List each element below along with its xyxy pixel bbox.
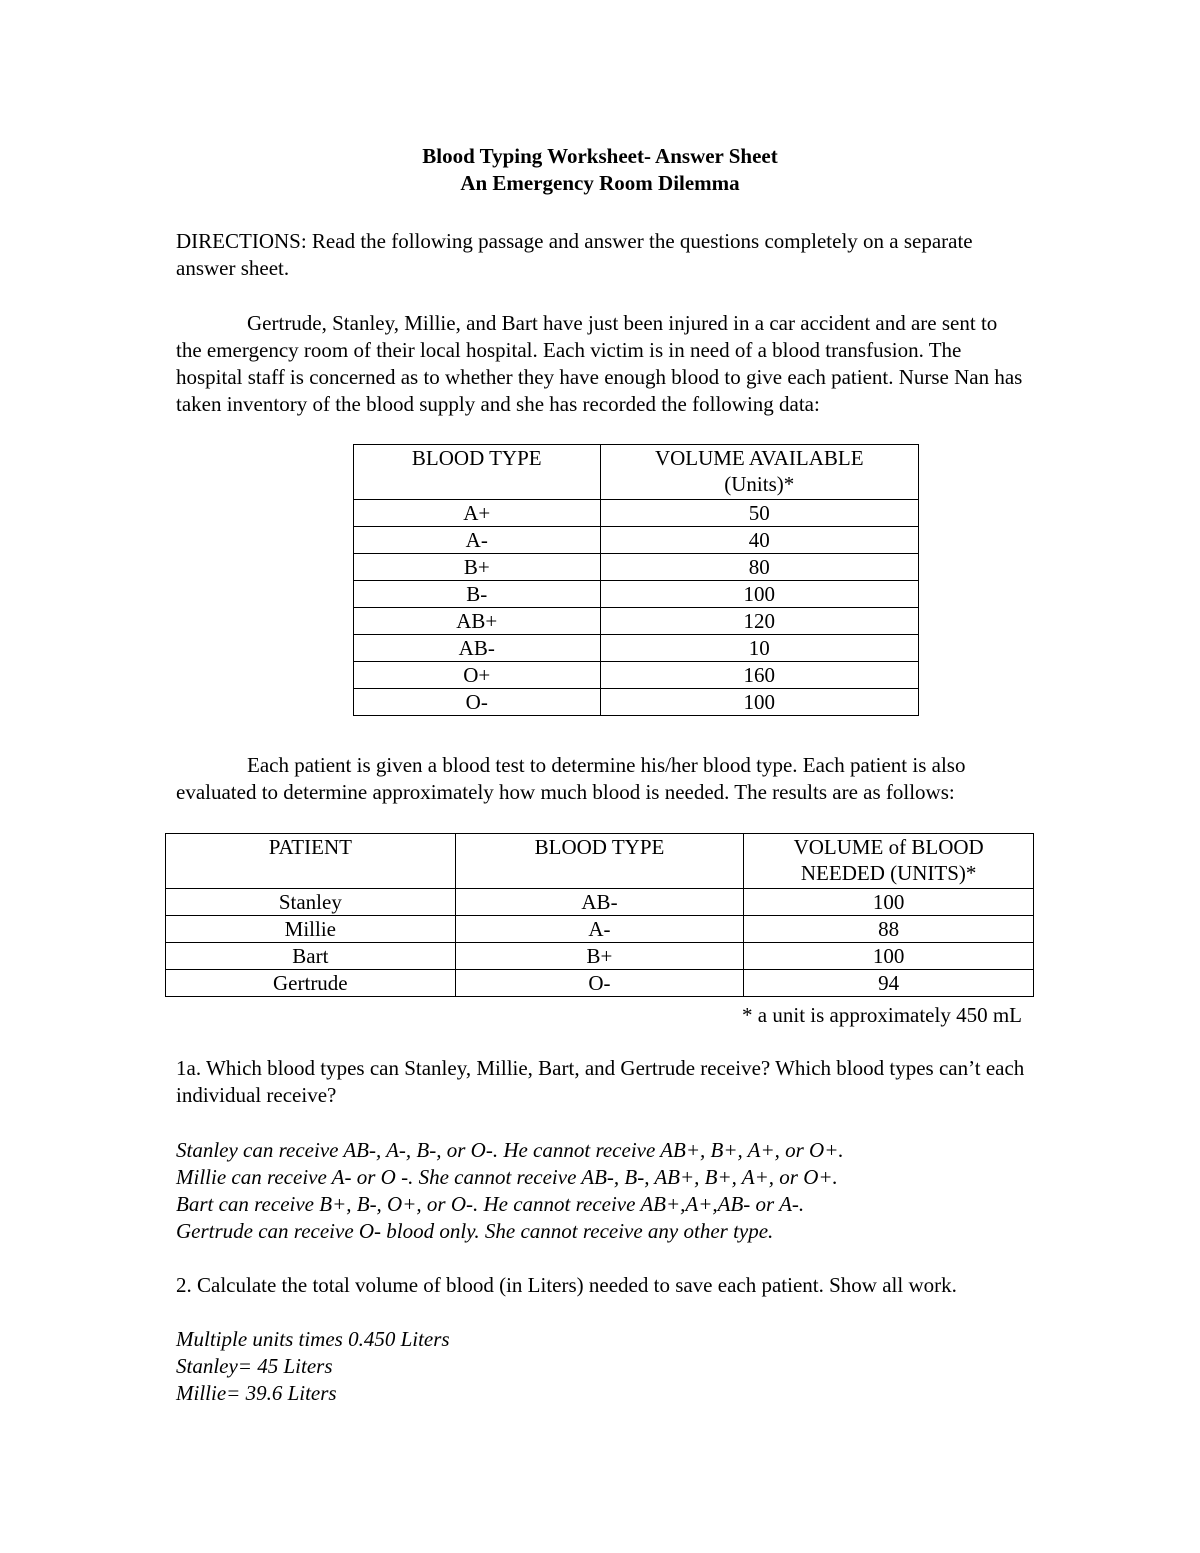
patient-volume-cell: 94: [744, 970, 1034, 997]
supply-volume-cell: 120: [600, 608, 918, 635]
supply-type-cell: A-: [354, 527, 601, 554]
supply-type-cell: B+: [354, 554, 601, 581]
table-row: [166, 943, 1034, 970]
supply-header-row: [354, 445, 919, 500]
patient-table: [165, 833, 1034, 997]
patient-name-cell: Stanley: [166, 889, 456, 916]
supply-header-volume-line-2: (Units)*: [724, 472, 795, 496]
table-row: [166, 916, 1034, 943]
answer-2-stanley: Stanley= 45 Liters: [176, 1354, 333, 1378]
supply-volume-cell: 80: [600, 554, 918, 581]
patient-header-volume-line-1: VOLUME of BLOOD: [793, 835, 984, 859]
patient-header-row: [166, 834, 1034, 889]
supply-type-cell: AB-: [354, 635, 601, 662]
answer-2: [176, 1326, 1026, 1407]
table-row: [354, 689, 919, 716]
answer-1a-stanley: Stanley can receive AB-, A-, B-, or O-. He cannot receive AB+, B+, A+, or O+.: [176, 1138, 844, 1162]
patient-name-cell: Gertrude: [166, 970, 456, 997]
patient-header-volume: [744, 834, 1034, 889]
supply-type-cell: B-: [354, 581, 601, 608]
answer-1a-millie: Millie can receive A- or O -. She cannot receive AB-, B-, AB+, B+, A+, or O+.: [176, 1165, 838, 1189]
intro-paragraph: Gertrude, Stanley, Millie, and Bart have just been injured in a car accident and are sent to the emergency room of their local hospital. Each victim is in need of a blood transfusion. The hospital staff is concerned as to whether they have enough blood to give each patient. Nurse Nan has taken inventory of the blood supply and she has recorded the following data:: [176, 311, 1023, 416]
title-line-1: Blood Typing Worksheet- Answer Sheet: [422, 144, 778, 168]
patient-type-cell: O-: [455, 970, 744, 997]
patient-volume-cell: 100: [744, 889, 1034, 916]
patient-name-cell: Bart: [166, 943, 456, 970]
supply-header-volume-line-1: VOLUME AVAILABLE: [654, 446, 864, 470]
supply-volume-cell: 10: [600, 635, 918, 662]
supply-volume-cell: 40: [600, 527, 918, 554]
answer-1a-gertrude: Gertrude can receive O- blood only. She cannot receive any other type.: [176, 1219, 774, 1243]
title-line-2: An Emergency Room Dilemma: [460, 171, 740, 195]
supply-type-cell: A+: [354, 500, 601, 527]
directions: DIRECTIONS: Read the following passage and answer the questions completely on a separate answer sheet.: [176, 229, 973, 280]
patient-header-name: PATIENT: [166, 834, 456, 889]
question-1a: 1a. Which blood types can Stanley, Millie, Bart, and Gertrude receive? Which blood types can’t each individual receive?: [176, 1056, 1025, 1107]
answer-2-millie: Millie= 39.6 Liters: [176, 1381, 337, 1405]
supply-type-cell: O-: [354, 689, 601, 716]
supply-volume-cell: 160: [600, 662, 918, 689]
patient-type-cell: A-: [455, 916, 744, 943]
patient-intro-paragraph: Each patient is given a blood test to determine his/her blood type. Each patient is also evaluated to determine approximately how much blood is needed. The results are as follows:: [176, 753, 966, 804]
table-row: [354, 635, 919, 662]
table-row: [354, 554, 919, 581]
supply-volume-cell: 50: [600, 500, 918, 527]
table-row: [354, 500, 919, 527]
patient-type-cell: AB-: [455, 889, 744, 916]
patient-type-cell: B+: [455, 943, 744, 970]
table-row: [166, 889, 1034, 916]
patient-volume-cell: 100: [744, 943, 1034, 970]
supply-type-cell: O+: [354, 662, 601, 689]
table-row: [354, 662, 919, 689]
table-row: [354, 527, 919, 554]
patient-name-cell: Millie: [166, 916, 456, 943]
title-block: [0, 143, 1200, 197]
unit-footnote: * a unit is approximately 450 mL: [742, 1003, 1022, 1027]
answer-1a-bart: Bart can receive B+, B-, O+, or O-. He cannot receive AB+,A+,AB- or A-.: [176, 1192, 805, 1216]
supply-header-volume: [600, 445, 918, 500]
answer-2-method: Multiple units times 0.450 Liters: [176, 1327, 450, 1351]
patient-header-volume-line-2: NEEDED (UNITS)*: [800, 861, 977, 885]
supply-header-type: BLOOD TYPE: [354, 445, 601, 500]
table-row: [166, 970, 1034, 997]
supply-volume-cell: 100: [600, 581, 918, 608]
question-2: 2. Calculate the total volume of blood (in Liters) needed to save each patient. Show all work.: [176, 1273, 957, 1297]
answer-1a: [176, 1137, 1026, 1245]
patient-header-type: BLOOD TYPE: [455, 834, 744, 889]
table-row: [354, 581, 919, 608]
patient-volume-cell: 88: [744, 916, 1034, 943]
blood-supply-table: [353, 444, 919, 716]
supply-type-cell: AB+: [354, 608, 601, 635]
table-row: [354, 608, 919, 635]
supply-volume-cell: 100: [600, 689, 918, 716]
